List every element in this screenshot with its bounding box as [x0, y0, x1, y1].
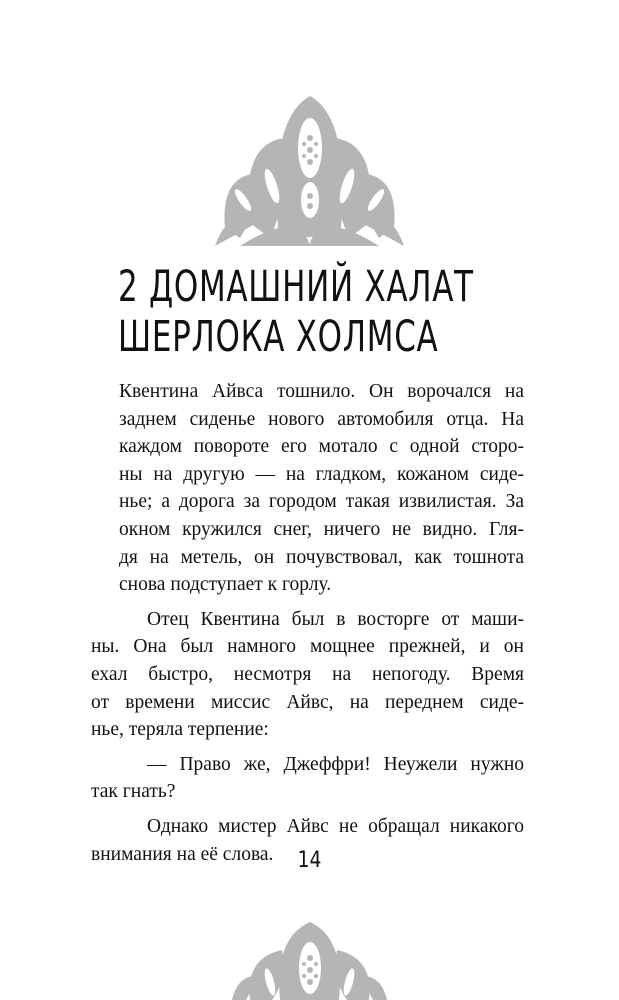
page-number: 14	[297, 848, 322, 873]
text-line: дя на метель, он почувствовал, как тошнота	[119, 546, 524, 568]
text-line: нье; а дорога за городом такая извилистая. За	[119, 491, 524, 513]
text-line: ны на другую — на гладком, кожаном сиде-	[119, 463, 524, 485]
fan-ornament-bottom	[0, 918, 619, 1000]
text-line: внимания на её слова.	[91, 843, 274, 865]
paragraph-2	[91, 606, 524, 744]
chapter-title-line-1: 2 ДОМАШНИЙ ХАЛАТ	[118, 262, 474, 312]
text-line: каждом повороте его мотало с одной сторо-	[119, 436, 524, 458]
text-line: от времени миссис Айвс, на переднем сиде-	[91, 691, 524, 713]
text-line: заднем сиденье нового автомобиля отца. На	[119, 408, 524, 430]
text-line: ехал быстро, несмотря на непогоду. Время	[91, 663, 524, 685]
text-line: ны. Она был намного мощнее прежней, и он	[91, 636, 524, 658]
text-line: нье, теряла терпение:	[91, 719, 269, 741]
chapter-title-line-2: ШЕРЛОКА ХОЛМСА	[118, 312, 439, 362]
chapter-title	[118, 262, 474, 362]
paragraph-3	[91, 751, 524, 806]
text-line: Квентина Айвса тошнило. Он ворочался на	[119, 381, 524, 402]
text-line: окном кружился снег, ничего не видно. Гля-	[119, 518, 524, 540]
text-line: снова подступает к горлу.	[119, 574, 332, 596]
text-line: Однако мистер Айвс не обращал никакого	[147, 815, 524, 837]
body-text	[91, 378, 524, 868]
text-line: Отец Квентина был в восторге от маши-	[147, 608, 524, 630]
fan-ornament-top	[0, 88, 619, 248]
text-line: — Право же, Джеффри! Неужели нужно	[147, 753, 524, 775]
text-line: так гнать?	[91, 781, 176, 803]
paragraph-1	[119, 378, 524, 599]
